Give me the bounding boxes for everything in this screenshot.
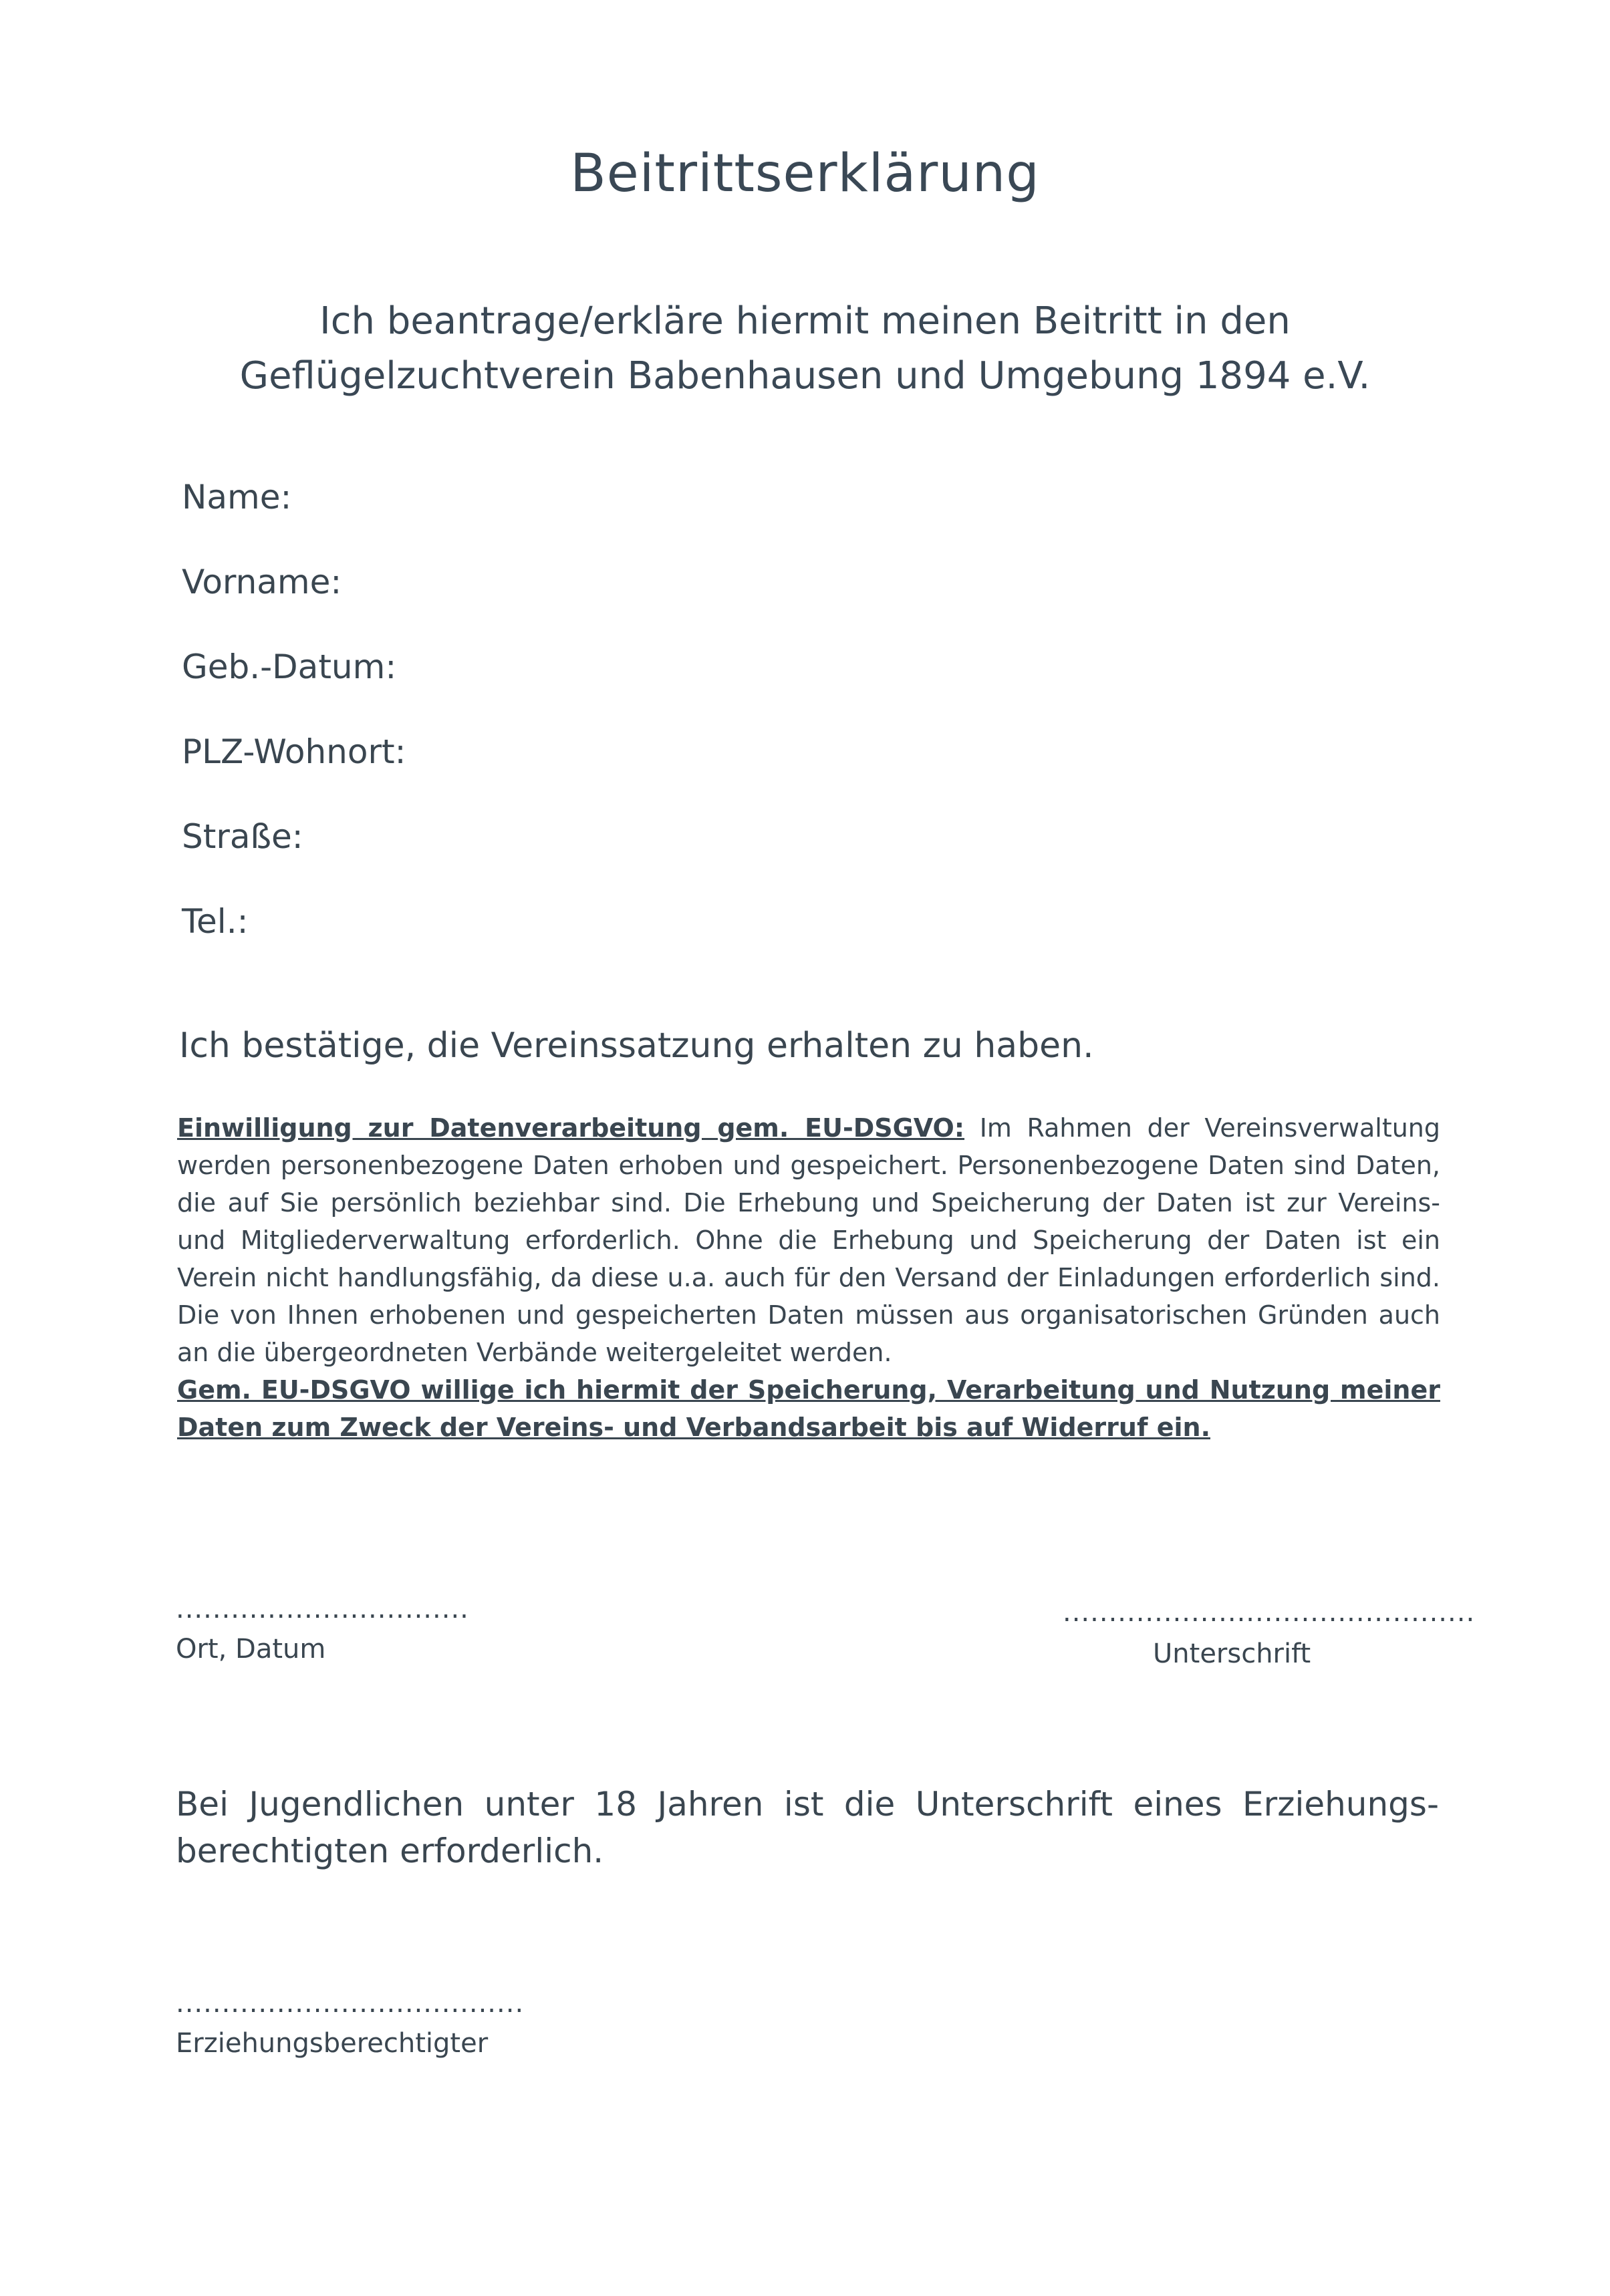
ort-datum-signature-line: ................................ xyxy=(176,1594,469,1624)
field-label-plz-wohnort: PLZ-Wohnort: xyxy=(182,732,406,771)
statute-confirmation: Ich bestätige, die Vereinssatzung erhalten zu haben. xyxy=(179,1026,1094,1066)
field-label-tel: Tel.: xyxy=(182,902,249,941)
subtitle-line-1: Ich beantrage/erkläre hiermit meinen Beitritt in den xyxy=(319,299,1291,343)
subtitle xyxy=(0,294,1610,404)
field-label-geb-datum: Geb.-Datum: xyxy=(182,648,397,686)
ort-datum-label: Ort, Datum xyxy=(176,1634,326,1665)
field-label-name: Name: xyxy=(182,478,292,517)
youth-notice: Bei Jugendlichen unter 18 Jahren ist die Unterschrift eines Erziehungs-berechtigten erforderlich. xyxy=(176,1785,1439,1870)
subtitle-line-2: Geflügelzuchtverein Babenhausen und Umgebung 1894 e.V. xyxy=(239,354,1371,398)
guardian-signature-line: ...................................... xyxy=(176,1988,525,2019)
consent-paragraph xyxy=(177,1109,1440,1446)
consent-heading: Einwilligung zur Datenverarbeitung gem. EU-DSGVO: xyxy=(177,1113,965,1143)
field-label-vorname: Vorname: xyxy=(182,563,342,601)
unterschrift-label: Unterschrift xyxy=(1153,1638,1311,1669)
field-label-strasse: Straße: xyxy=(182,817,303,856)
page-title: Beitrittserklärung xyxy=(570,144,1040,204)
guardian-label: Erziehungsberechtigter xyxy=(176,2028,489,2059)
unterschrift-signature-line: ............................................. xyxy=(1063,1597,1476,1628)
consent-body: Im Rahmen der Vereinsverwaltung werden personenbezogene Daten erhoben und gespeichert. Personenbezogene Daten sind Daten, die auf Sie persönlich beziehbar sind. Die Erhebung und Speicherung der Daten ist zur Vereins- und Mitgliederverwaltung erforderlich. Ohne die Erhebung und Speicherung der Daten ist ein Verein nicht handlungsfähig, da diese u.a. auch für den Versand der Einladungen erforderlich sind. Die von Ihnen erhobenen und gespeicherten Daten müssen aus organisatorischen Gründen auch an die übergeordneten Verbände weitergeleitet werden. xyxy=(177,1113,1441,1367)
consent-agreement: Gem. EU-DSGVO willige ich hiermit der Speicherung, Verarbeitung und Nutzung meiner Daten zum Zweck der Vereins- und Verbandsarbeit bis auf Widerruf ein. xyxy=(177,1375,1440,1442)
